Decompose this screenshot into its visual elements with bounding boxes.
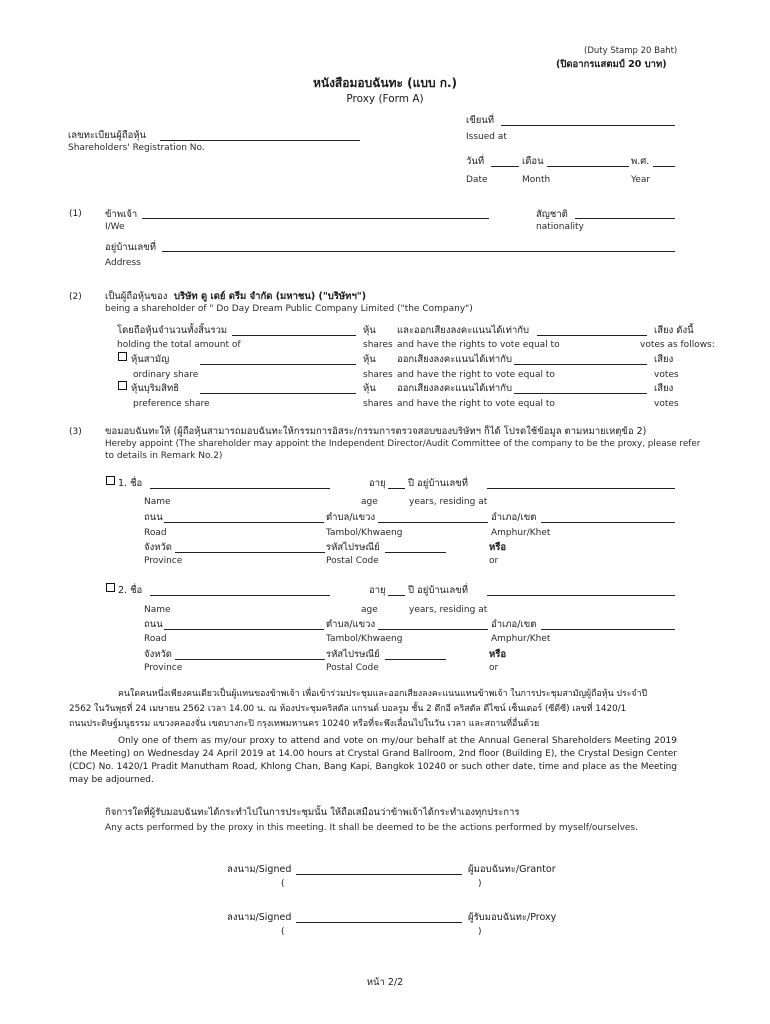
preference-shares-unit-en: shares — [363, 399, 393, 409]
proxy-2-tambol-label-en: Tambol/Khwaeng — [326, 634, 403, 644]
issued-at-field[interactable] — [501, 125, 675, 126]
month-label: เดือน — [522, 156, 544, 167]
date-label-en: Date — [466, 175, 488, 185]
section-3-number: (3) — [69, 427, 82, 437]
proxy-1-postal-label: รหัสไปรษณีย์ — [326, 542, 380, 553]
proxy-1-amphur-label-en: Amphur/Khet — [491, 528, 551, 538]
ordinary-share-checkbox[interactable] — [118, 352, 127, 361]
ordinary-shares-field[interactable] — [200, 364, 356, 365]
address-label: อยู่บ้านเลขที่ — [105, 242, 156, 253]
preference-shares-field[interactable] — [200, 393, 356, 394]
proxy-1-amphur-field[interactable] — [541, 522, 675, 523]
proxy-2-checkbox[interactable] — [106, 583, 115, 592]
proxy-2-road-label: ถนน — [144, 619, 163, 630]
proxy-paren-close: ) — [478, 927, 482, 937]
proxy-signature-field[interactable] — [296, 922, 462, 923]
proxy-1-years-label: ปี อยู่บ้านเลขที่ — [408, 478, 469, 489]
proxy-role-label: ผู้รับมอบฉันทะ/Proxy — [468, 912, 557, 923]
meeting-text-en: Only one of them as my/our proxy to attend and vote on my/our behalf at the Annual General Shareholders Meeting 2019 (the Meeting) on Wednesday 24 April 2019 at 14.00 hours at Crystal Grand Ballroom, 2nd floor (Building E), the Crystal Design Center (CDC) No. 1420/1 Pradit Manutham Road, Khlong Chan, Bang Kapi, Bangkok 10240 or such other date, time and place as the Meeting may be adjourned. — [69, 736, 677, 785]
proxy-2-road-label-en: Road — [144, 634, 167, 644]
total-shares-field[interactable] — [232, 335, 356, 336]
shareholder-of-label: เป็นผู้ถือหุ้นของ — [105, 291, 168, 302]
proxy-2-or-label: หรือ — [489, 649, 507, 660]
preference-votes-field[interactable] — [514, 393, 647, 394]
ordinary-share-label: หุ้นสามัญ — [131, 354, 170, 365]
proxy-signed-label: ลงนาม/Signed — [227, 912, 292, 923]
proxy-2-age-field[interactable] — [388, 595, 405, 596]
proxy-2-years-label: ปี อยู่บ้านเลขที่ — [408, 585, 469, 596]
section-2-number: (2) — [69, 292, 82, 302]
date-label: วันที่ — [466, 156, 485, 167]
grantor-signed-label: ลงนาม/Signed — [227, 864, 292, 875]
proxy-2-postal-label-en: Postal Code — [326, 663, 379, 673]
iwe-label: ข้าพเจ้า — [105, 209, 138, 220]
proxy-2-age-label-en: age — [361, 605, 378, 615]
proxy-1-age-label: อายุ — [369, 478, 386, 489]
proxy-1-name-label-en: Name — [144, 497, 171, 507]
written-at-label: เขียนที่ — [466, 115, 495, 126]
preference-shares-unit: หุ้น — [363, 383, 376, 394]
title-en: Proxy (Form A) — [346, 93, 424, 105]
reg-no-label-en: Shareholders' Registration No. — [68, 143, 205, 153]
grantor-paren-close: ) — [478, 879, 482, 889]
page-number: หน้า 2/2 — [366, 977, 404, 988]
preference-share-checkbox[interactable] — [118, 381, 127, 390]
year-label-en: Year — [631, 175, 651, 185]
reg-no-field[interactable] — [160, 140, 360, 141]
preference-rights-label-en: and have the right to vote equal to — [397, 399, 555, 409]
proxy-1-road-field[interactable] — [164, 522, 324, 523]
proxy-2-amphur-label-en: Amphur/Khet — [491, 634, 551, 644]
proxy-2-amphur-label: อำเภอ/เขต — [491, 619, 537, 630]
acts-text-en: Any acts performed by the proxy in this meeting. It shall be deemed to be the actions performed by myself/ourselves. — [105, 823, 638, 833]
appoint-text-en-1: Hereby appoint (The shareholder may appoint the Independent Director/Audit Committee of the company to be the proxy, please refer — [105, 439, 701, 449]
year-label: พ.ศ. — [631, 156, 650, 167]
ordinary-rights-label: ออกเสียงลงคะแนนได้เท่ากับ — [397, 354, 513, 365]
total-shares-label: โดยถือหุ้นจำนวนทั้งสิ้นรวม — [117, 325, 228, 336]
proxy-1-address-field[interactable] — [487, 488, 675, 489]
address-label-en: Address — [105, 258, 141, 268]
proxy-1-years-label-en: years, residing at — [409, 497, 488, 507]
proxy-2-name-label-en: Name — [144, 605, 171, 615]
proxy-1-or-label: หรือ — [489, 542, 507, 553]
month-label-en: Month — [522, 175, 551, 185]
appoint-text-en-2: to details in Remark No.2) — [105, 451, 223, 461]
duty-stamp-en: (Duty Stamp 20 Baht) — [584, 46, 678, 56]
company-name-th: บริษัท ดู เดย์ ดรีม จำกัด (มหาชน) ("บริษัทฯ") — [174, 291, 367, 302]
proxy-paren-open: ( — [281, 927, 285, 937]
proxy-1-road-label: ถนน — [144, 512, 163, 523]
proxy-1-name-field[interactable] — [150, 488, 330, 489]
grantor-signature-field[interactable] — [296, 874, 462, 875]
preference-share-label-en: preference share — [133, 399, 210, 409]
grantor-role-label: ผู้มอบฉันทะ/Grantor — [468, 864, 556, 875]
proxy-2-age-label: อายุ — [369, 585, 386, 596]
ordinary-votes-unit: เสียง — [654, 354, 674, 365]
preference-votes-unit-en: votes — [654, 399, 679, 409]
proxy-1-province-label-en: Province — [144, 556, 183, 566]
proxy-1-road-label-en: Road — [144, 528, 167, 538]
appoint-text-th: ขอมอบฉันทะให้ (ผู้ถือหุ้นสามารถมอบฉันทะให้กรรมการอิสระ/กรรมการตรวจสอบของบริษัทฯ ก็ได้ โปรดใช้ข้อมูล ตามหมายเหตุข้อ 2) — [105, 426, 647, 437]
proxy-1-postal-field[interactable] — [385, 552, 446, 553]
proxy-1-age-label-en: age — [361, 497, 378, 507]
iwe-label-en: I/We — [105, 222, 125, 232]
issued-at-label-en: Issued at — [466, 132, 507, 142]
proxy-2-postal-field[interactable] — [385, 659, 446, 660]
preference-share-label: หุ้นบุริมสิทธิ — [131, 383, 180, 394]
ordinary-votes-unit-en: votes — [654, 370, 679, 380]
proxy-2-or-label-en: or — [489, 663, 499, 673]
proxy-2-road-field[interactable] — [164, 629, 324, 630]
ordinary-shares-unit-en: shares — [363, 370, 393, 380]
address-field[interactable] — [162, 251, 675, 252]
reg-no-label: เลขทะเบียนผู้ถือหุ้น — [68, 130, 147, 141]
proxy-1-tambol-field[interactable] — [378, 522, 488, 523]
proxy-2-tambol-label: ตำบล/แขวง — [326, 619, 376, 630]
proxy-2-tambol-field[interactable] — [378, 629, 488, 630]
proxy-1-age-field[interactable] — [388, 488, 405, 489]
nationality-label-en: nationality — [536, 222, 584, 232]
ordinary-shares-unit: หุ้น — [363, 354, 376, 365]
acts-text-th: กิจการใดที่ผู้รับมอบฉันทะได้กระทำไปในการประชุมนั้น ให้ถือเสมือนว่าข้าพเจ้าได้กระทำเองทุกประการ — [105, 807, 520, 818]
proxy-1-checkbox[interactable] — [106, 476, 115, 485]
proxy-2-name-label: 2. ชื่อ — [118, 585, 143, 596]
duty-stamp-th: (ปิดอากรแสตมป์ 20 บาท) — [556, 59, 667, 70]
proxy-2-province-label: จังหวัด — [144, 649, 172, 660]
meeting-text-th-3: ถนนประดิษฐ์มนูธรรม แขวงคลองจั่น เขตบางกะปิ กรุงเทพมหานคร 10240 หรือที่จะพึงเลื่อนไปในวัน เวลา และสถานที่อื่นด้วย — [69, 719, 540, 729]
proxy-1-amphur-label: อำเภอ/เขต — [491, 512, 537, 523]
grantor-name-field[interactable] — [142, 218, 489, 219]
ordinary-rights-label-en: and have the right to vote equal to — [397, 370, 555, 380]
total-votes-field[interactable] — [537, 335, 647, 336]
preference-rights-label: ออกเสียงลงคะแนนได้เท่ากับ — [397, 383, 513, 394]
proxy-1-name-label: 1. ชื่อ — [118, 478, 143, 489]
proxy-1-province-field[interactable] — [175, 552, 325, 553]
total-shares-unit-en: shares — [363, 340, 393, 350]
grantor-paren-open: ( — [281, 879, 285, 889]
nationality-label: สัญชาติ — [536, 209, 568, 220]
proxy-2-postal-label: รหัสไปรษณีย์ — [326, 649, 380, 660]
proxy-2-province-label-en: Province — [144, 663, 183, 673]
date-field[interactable] — [491, 166, 519, 167]
total-shares-unit: หุ้น — [363, 325, 376, 336]
proxy-2-address-field[interactable] — [487, 595, 675, 596]
preference-votes-unit: เสียง — [654, 383, 674, 394]
proxy-2-name-field[interactable] — [150, 595, 330, 596]
ordinary-votes-field[interactable] — [514, 364, 647, 365]
total-shares-label-en: holding the total amount of — [117, 340, 241, 350]
shareholder-of-label-en: being a shareholder of " Do Day Dream Public Company Limited ("the Company") — [105, 304, 473, 314]
title-th: หนังสือมอบฉันทะ (แบบ ก.) — [312, 76, 458, 90]
total-rights-label-en: and have the rights to vote equal to — [397, 340, 560, 350]
proxy-2-years-label-en: years, residing at — [409, 605, 488, 615]
month-field[interactable] — [547, 166, 629, 167]
votes-as-follows-th: เสียง ดังนี้ — [654, 325, 694, 336]
proxy-2-province-field[interactable] — [175, 659, 325, 660]
nationality-field[interactable] — [575, 218, 675, 219]
proxy-1-tambol-label-en: Tambol/Khwaeng — [326, 528, 403, 538]
proxy-1-postal-label-en: Postal Code — [326, 556, 379, 566]
section-1-number: (1) — [69, 209, 82, 219]
proxy-2-amphur-field[interactable] — [541, 629, 675, 630]
total-rights-label: และออกเสียงลงคะแนนได้เท่ากับ — [397, 325, 530, 336]
proxy-1-tambol-label: ตำบล/แขวง — [326, 512, 376, 523]
meeting-text-th-1: คนใดคนหนึ่งเพียงคนเดียวเป็นผู้แทนของข้าพเจ้า เพื่อเข้าร่วมประชุมและออกเสียงลงคะแนนแทนข้าพเจ้า ในการประชุมสามัญผู้ถือหุ้น ประจำปี — [118, 689, 648, 699]
year-field[interactable] — [653, 166, 675, 167]
proxy-1-or-label-en: or — [489, 556, 499, 566]
proxy-1-province-label: จังหวัด — [144, 542, 172, 553]
meeting-text-th-2: 2562 ในวันพุธที่ 24 เมษายน 2562 เวลา 14.00 น. ณ ห้องประชุมคริสตัล แกรนด์ บอลรูม ชั้น 2 ตึกอี คริสตัล ดีไซน์ เซ็นเตอร์ (ซีดีซี) เลขที่ 1420/1 — [69, 704, 627, 714]
ordinary-share-label-en: ordinary share — [133, 370, 199, 380]
votes-as-follows-en: votes as follows: — [640, 340, 715, 350]
